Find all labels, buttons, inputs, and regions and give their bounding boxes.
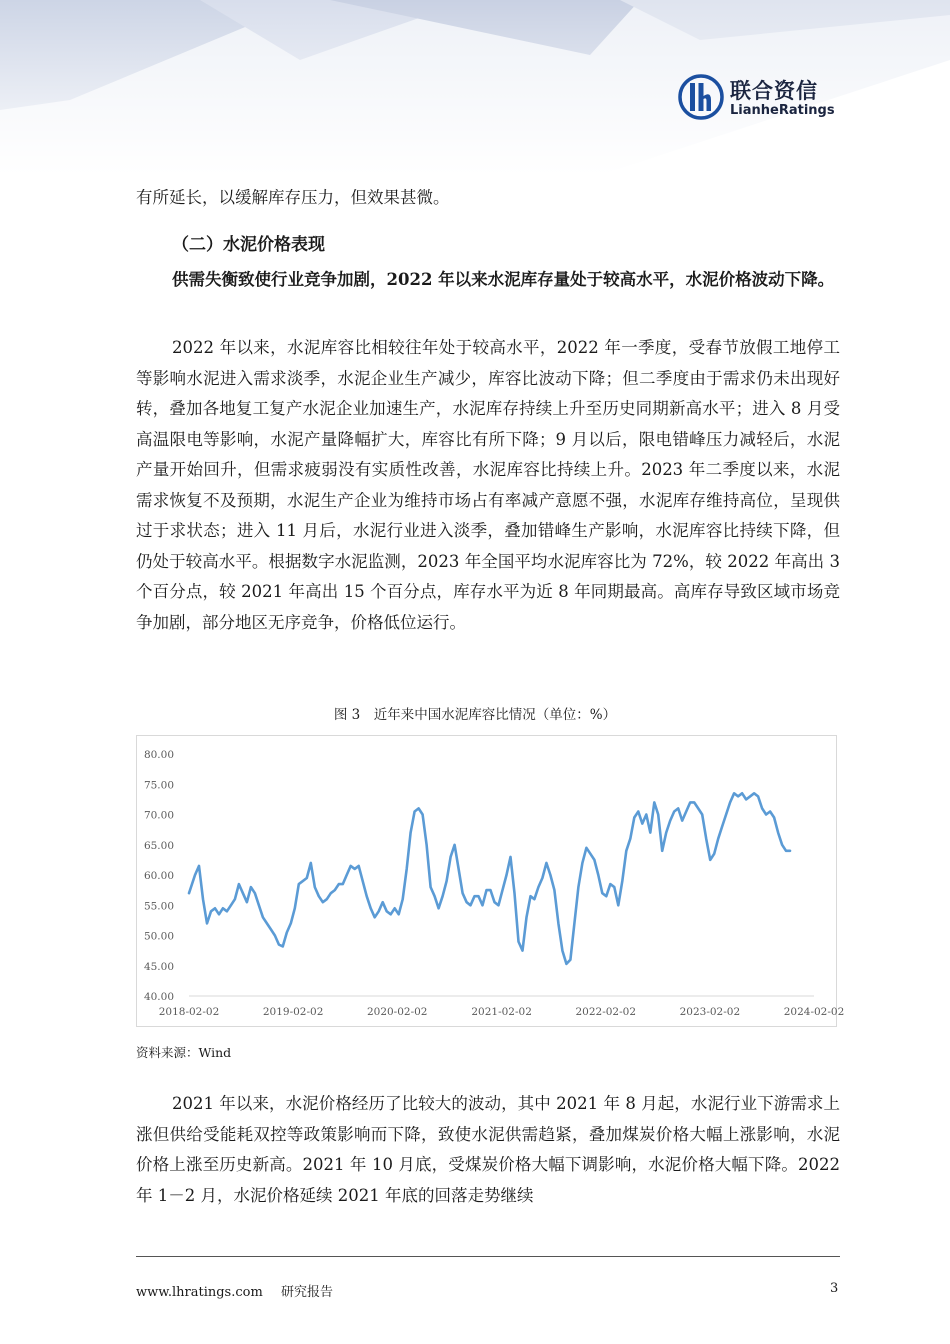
lead-statement: 供需失衡致使行业竞争加剧，2022 年以来水泥库存量处于较高水平，水泥价格波动下降。 [172,270,835,289]
y-tick-label: 75.00 [143,779,174,792]
footer-doc-type: 研究报告 [280,1285,333,1300]
footer-info [136,1281,333,1300]
y-tick-label: 65.00 [143,839,174,852]
page-number: 3 [830,1281,839,1296]
x-tick-label: 2018-02-02 [158,1006,220,1018]
x-tick-label: 2019-02-02 [262,1006,324,1018]
y-tick-label: 60.00 [143,870,174,882]
section-heading: （二）水泥价格表现 [172,235,325,255]
paragraph-cement-price: 2021 年以来，水泥价格经历了比较大的波动，其中 2021 年 8 月起，水泥行业下游需求上涨但供给受能耗双控等政策影响而下降，致使水泥供需趋紧，叠加煤炭价格大幅上涨影响，水泥价格上涨至历史新高。2021 年 10 月底，受煤炭价格大幅下调影响，水泥价格大幅下降。2022 年 1－2 月，水泥价格延续 2021 年底的回落走势继续 [136,1094,840,1205]
lianhe-logo-icon [678,74,724,120]
figure-caption: 图 3 近年来中国水泥库容比情况（单位：%） [333,707,617,723]
figure-source: 资料来源：Wind [136,1045,232,1060]
chart-svg [137,736,845,1028]
y-tick-label: 70.00 [143,809,174,822]
x-tick-label: 2020-02-02 [366,1006,428,1018]
x-tick-label: 2024-02-02 [783,1006,845,1018]
x-tick-label: 2022-02-02 [575,1006,637,1018]
paragraph-inventory-ratio: 2022 年以来，水泥库容比相较往年处于较高水平，2022 年一季度，受春节放假工地停工等影响水泥进入需求淡季，水泥企业生产减少，库容比波动下降；但二季度由于需求仍未出现好转，叠加各地复工复产水泥企业加速生产，水泥库存持续上升至历史同期新高水平；进入 8 月受高温限电等影响，水泥产量降幅扩大，库容比有所下降；9 月以后，限电错峰压力减轻后，水泥产量开始回升，但需求疲弱没有实质性改善，水泥库容比持续上升。2023 年二季度以来，水泥需求恢复不及预期，水泥生产企业为维持市场占有率减产意愿不强，水泥库存维持高位，呈现供过于求状态；进入 11 月后，水泥行业进入淡季，叠加错峰生产影响，水泥库容比持续下降，但仍处于较高水平。根据数字水泥监测，2023 年全国平均水泥库容比为 72%，较 2022 年高出 3 个百分点，较 2021 年高出 15 个百分点，库存水平为近 8 年同期最高。高库存导致区域市场竞争加剧，部分地区无序竞争，价格低位运行。 [136,338,840,632]
y-tick-label: 45.00 [143,960,174,973]
paragraph-continued: 有所延长，以缓解库存压力，但效果甚微。 [136,188,450,207]
footer-divider [136,1256,840,1257]
y-tick-label: 80.00 [143,749,174,761]
company-logo [678,74,848,124]
series-line-inventory-ratio [189,793,790,964]
x-tick-label: 2021-02-02 [471,1006,532,1018]
logo-chinese-name: 联合资信 [730,79,818,103]
x-tick-label: 2023-02-02 [679,1006,741,1018]
y-tick-label: 40.00 [143,991,174,1003]
y-tick-label: 55.00 [143,900,174,913]
inventory-ratio-chart [136,735,845,1027]
footer-url[interactable]: www.lhratings.com [136,1285,263,1300]
y-tick-label: 50.00 [143,930,174,943]
logo-english-name: LianheRatings [730,103,835,118]
